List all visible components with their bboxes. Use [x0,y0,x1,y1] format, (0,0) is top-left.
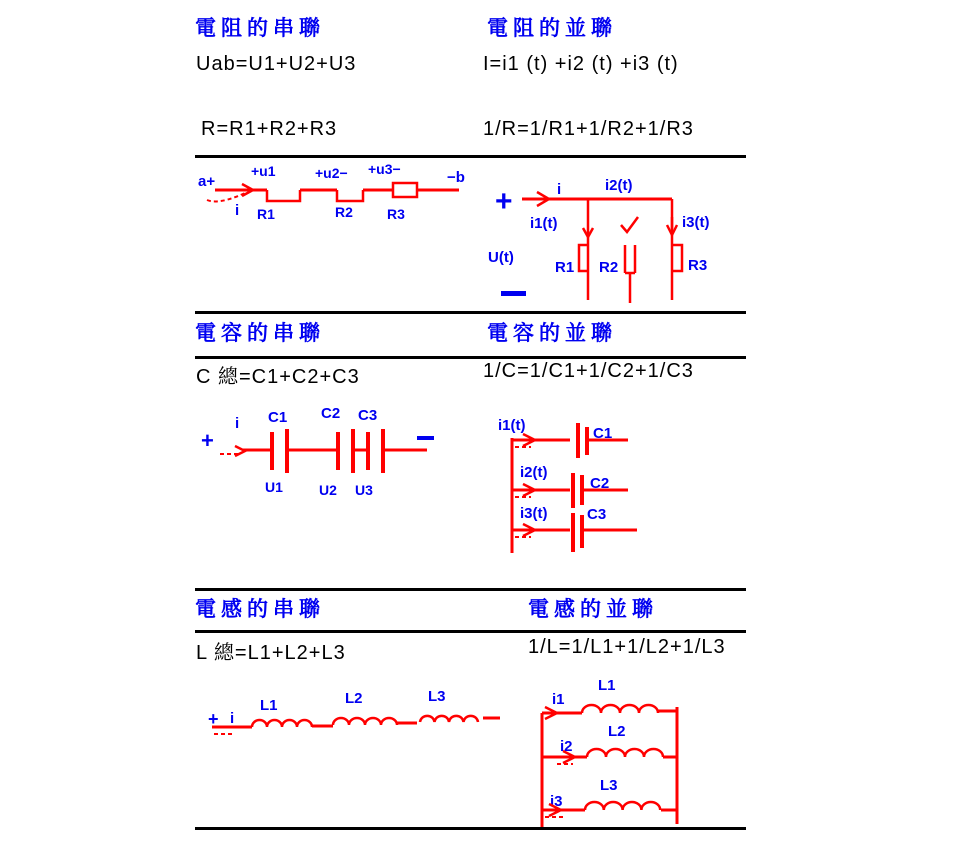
current-i1-label: i1(t) [498,417,526,434]
C3-label: C3 [587,506,607,523]
divider-line [195,155,746,158]
capacitor-C2-symbol [573,473,582,508]
current-i-label: i [235,202,240,219]
inductor-L1-symbol [582,705,658,713]
resistor-R2-symbol [625,245,635,303]
inductor-series-formula: L 總=L1+L2+L3 [196,642,346,664]
current-i1-label: i1(t) [530,215,558,232]
node-b-label: −b [447,169,465,186]
voltage-u3-label: +u3− [368,161,401,177]
divider-line [195,311,746,314]
capacitor-parallel-title: 電容的並聯 [487,322,617,345]
C1-label: C1 [268,409,288,426]
U3-label: U3 [355,482,373,498]
C2-label: C2 [321,405,341,422]
U2-label: U2 [319,482,337,498]
inductor-L3-symbol [585,802,660,810]
parallel-capacitor-circuit [495,405,680,560]
resistor-R3-symbol [672,245,682,271]
divider-line [195,356,746,359]
voltage-u1-label: +u1 [251,163,276,179]
capacitor-parallel-formula: 1/C=1/C1+1/C2+1/C3 [483,360,694,382]
L1-label: L1 [260,697,278,714]
capacitor-series-title: 電容的串聯 [195,322,325,345]
L2-label: L2 [345,690,363,707]
current-i3-label: i3(t) [520,505,548,522]
R1-label: R1 [555,259,575,276]
bottom-divider-line [195,827,746,830]
capacitor-C2-symbol [338,429,353,473]
inductor-L2-symbol [587,749,663,757]
resistor-R1-symbol [267,190,300,201]
branch2-check-arrow [621,217,638,232]
inductor-L3-symbol [420,716,478,722]
current-i3-label: i3 [550,793,563,810]
resistor-series-voltage-formula: Uab=U1+U2+U3 [196,53,357,75]
L1-label: L1 [598,677,616,694]
resistor-R2-symbol [337,190,363,201]
plus-terminal: + [495,185,513,218]
series-capacitor-circuit [195,400,445,500]
plus-terminal: + [208,709,219,729]
capacitor-C3-symbol [368,429,383,473]
voltage-U-label: U(t) [488,249,514,266]
L3-label: L3 [600,777,618,794]
current-i-label: i [557,181,562,198]
capacitor-C1-symbol [272,429,287,473]
current-i1-label: i1 [552,691,565,708]
current-arrow-tail [207,193,245,201]
resistor-R3-symbol [393,183,417,197]
capacitor-series-formula: C 總=C1+C2+C3 [196,366,360,388]
R3-label: R3 [688,257,708,274]
R1-label: R1 [257,206,275,222]
current-i2-label: i2(t) [520,464,548,481]
inductor-parallel-formula: 1/L=1/L1+1/L2+1/L3 [528,636,726,658]
voltage-u2-label: +u2− [315,165,348,181]
plus-terminal: + [201,428,214,453]
capacitor-C3-symbol [573,513,582,552]
minus-terminal-icon [417,436,434,440]
inductor-L2-symbol [333,718,397,725]
parallel-inductor-circuit [535,670,685,832]
resistor-parallel-current-formula: I=i1 (t) +i2 (t) +i3 (t) [483,53,679,75]
U1-label: U1 [265,479,283,495]
R2-label: R2 [335,204,353,220]
L3-label: L3 [428,688,446,705]
R2-label: R2 [599,259,619,276]
C3-label: C3 [358,407,378,424]
divider-line [195,630,746,633]
minus-terminal-icon [501,291,526,296]
C1-label: C1 [593,425,613,442]
series-resistor-circuit [195,160,490,238]
resistor-parallel-resistance-formula: 1/R=1/R1+1/R2+1/R3 [483,118,694,140]
resistor-series-resistance-formula: R=R1+R2+R3 [201,118,338,140]
series-inductor-circuit [200,685,510,750]
inductor-series-title: 電感的串聯 [195,598,325,621]
L2-label: L2 [608,723,626,740]
current-i-label: i [235,415,240,432]
R3-label: R3 [387,206,405,222]
inductor-L1-symbol [252,720,312,727]
resistor-parallel-title: 電阻的並聯 [487,17,617,40]
parallel-resistor-circuit [485,165,750,310]
inductor-parallel-title: 電感的並聯 [528,598,658,621]
C2-label: C2 [590,475,610,492]
current-i2-label: i2(t) [605,177,633,194]
resistor-series-title: 電阻的串聯 [195,17,325,40]
node-a-label: a+ [198,173,216,190]
divider-line [195,588,746,591]
current-i2-label: i2 [560,738,573,755]
current-i3-label: i3(t) [682,214,710,231]
current-i-label: i [230,710,235,727]
capacitor-C1-symbol [578,423,587,458]
resistor-R1-symbol [579,245,588,271]
